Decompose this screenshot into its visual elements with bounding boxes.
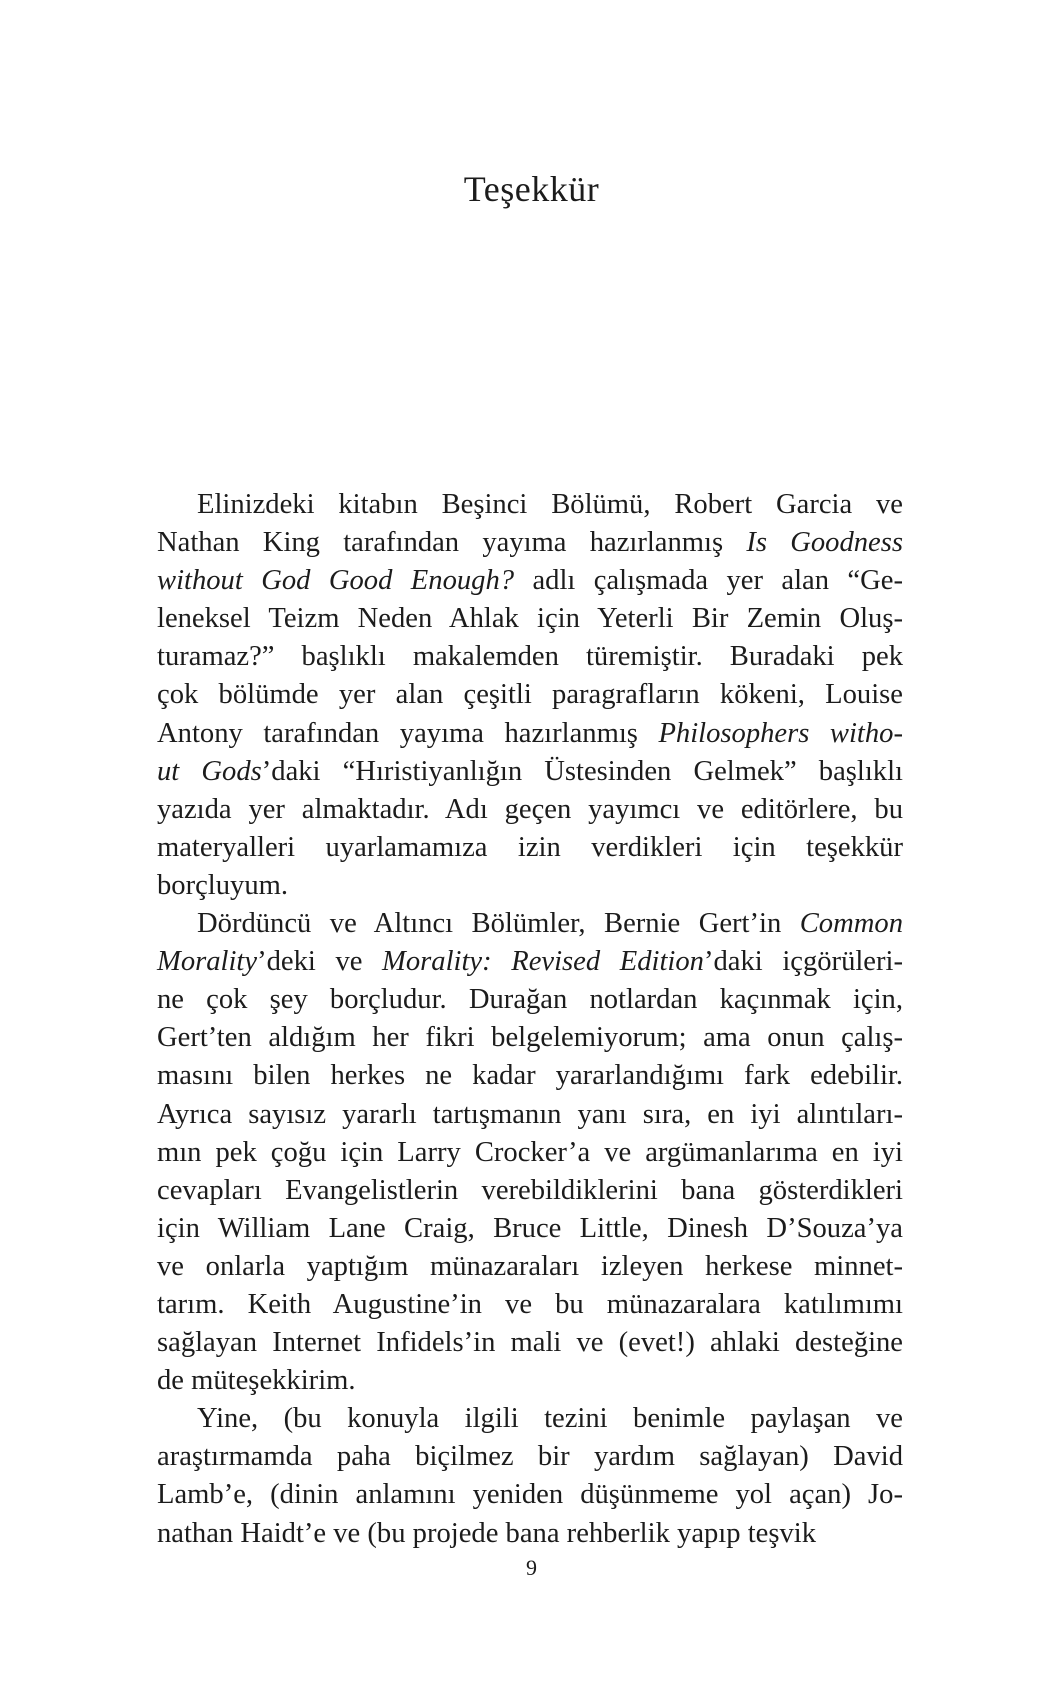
text-segment: ne çok şey borçludur. Durağan notlardan kaçınmak için, bbox=[157, 984, 903, 1016]
text-segment: tarım. Keith Augustine’in ve bu münazaralara katılımımı bbox=[157, 1288, 903, 1320]
text-segment: Dördüncü ve Altıncı Bölümler, Bernie Gert’in bbox=[197, 908, 800, 940]
text-line bbox=[157, 486, 903, 524]
text-segment: Ayrıca sayısız yararlı tartışmanın yanı sıra, en iyi alıntıları- bbox=[157, 1098, 903, 1130]
text-line bbox=[157, 1019, 903, 1057]
text-line bbox=[157, 1324, 903, 1362]
text-line bbox=[157, 638, 903, 676]
text-segment: Nathan King tarafından yayıma hazırlanmış bbox=[157, 527, 747, 559]
text-segment: sağlayan Internet Infidels’in mali ve (evet!) ahlaki desteğine bbox=[157, 1327, 903, 1359]
text-line bbox=[157, 1210, 903, 1248]
paragraph bbox=[157, 905, 903, 1400]
text-line bbox=[157, 791, 903, 829]
text-line bbox=[157, 753, 903, 791]
text-segment: turamaz?” başlıklı makalemden türemiştir. Buradaki pek bbox=[157, 641, 903, 673]
text-line bbox=[157, 829, 903, 867]
text-line bbox=[157, 524, 903, 562]
text-line bbox=[157, 676, 903, 714]
text-line bbox=[157, 1362, 903, 1400]
text-segment: mın pek çoğu için Larry Crocker’a ve argümanlarıma en iyi bbox=[157, 1136, 903, 1168]
text-segment: Yine, (bu konuyla ilgili tezini benimle paylaşan ve bbox=[197, 1403, 903, 1435]
text-line bbox=[157, 1096, 903, 1134]
text-line bbox=[157, 600, 903, 638]
text-line bbox=[157, 562, 903, 600]
chapter-title: Teşekkür bbox=[463, 169, 600, 209]
text-segment: Elinizdeki kitabın Beşinci Bölümü, Robert Garcia ve bbox=[197, 489, 903, 520]
text-segment: ’daki “Hıristiyanlığın Üstesinden Gelmek” başlıklı bbox=[261, 755, 903, 787]
text-segment: cevapları Evangelistlerin verebildiklerini bana gösterdikleri bbox=[157, 1174, 903, 1206]
text-line bbox=[157, 905, 903, 943]
italic-title-text: ut Gods bbox=[157, 755, 262, 787]
text-line bbox=[157, 1476, 903, 1514]
italic-title-text: Philosophers witho- bbox=[658, 717, 903, 749]
body-text bbox=[157, 486, 903, 1553]
text-segment: araştırmamda paha biçilmez bir yardım sağlayan) David bbox=[157, 1441, 903, 1473]
text-segment: çok bölümde yer alan çeşitli paragrafların kökeni, Louise bbox=[157, 679, 903, 711]
text-line bbox=[157, 1248, 903, 1286]
text-line bbox=[157, 1057, 903, 1095]
italic-title-text: without God Good Enough? bbox=[157, 565, 515, 597]
text-segment: Antony tarafından yayıma hazırlanmış bbox=[157, 717, 659, 749]
text-segment: ’daki içgörüleri- bbox=[703, 946, 903, 978]
text-segment: yazıda yer almaktadır. Adı geçen yayımcı ve editörlere, bu bbox=[157, 793, 903, 825]
text-segment: de müteşekkirim. bbox=[157, 1365, 356, 1397]
text-line bbox=[157, 1286, 903, 1324]
text-line bbox=[157, 715, 903, 753]
text-line bbox=[157, 943, 903, 981]
italic-title-text: Is Goodness bbox=[746, 527, 903, 559]
italic-title-text: Morality: Revised Edition bbox=[382, 946, 704, 978]
text-line bbox=[157, 1172, 903, 1210]
text-segment: adlı çalışmada yer alan “Ge- bbox=[514, 565, 903, 597]
page-number: 9 bbox=[526, 1555, 537, 1580]
italic-title-text: Morality bbox=[157, 946, 258, 978]
text-segment: materyalleri uyarlamamıza izin verdikleri için teşekkür bbox=[157, 831, 903, 863]
text-segment: nathan Haidt’e ve (bu projede bana rehberlik yapıp teşvik bbox=[157, 1517, 816, 1549]
text-line bbox=[157, 867, 903, 905]
italic-title-text: Common bbox=[799, 908, 903, 940]
text-segment: Lamb’e, (dinin anlamını yeniden düşünmeme yol açan) Jo- bbox=[157, 1479, 903, 1511]
paragraph bbox=[157, 486, 903, 905]
text-line bbox=[157, 1400, 903, 1438]
text-segment: Gert’ten aldığım her fikri belgelemiyorum; ama onun çalış- bbox=[157, 1022, 903, 1054]
text-segment: borçluyum. bbox=[157, 869, 289, 901]
paragraph bbox=[157, 1400, 903, 1552]
text-segment: leneksel Teizm Neden Ahlak için Yeterli Bir Zemin Oluş- bbox=[157, 603, 903, 635]
text-line bbox=[157, 1438, 903, 1476]
text-segment: ve onlarla yaptığım münazaraları izleyen herkese minnet- bbox=[157, 1250, 903, 1282]
text-segment: ’deki ve bbox=[257, 946, 383, 978]
text-line bbox=[157, 1134, 903, 1172]
text-line bbox=[157, 981, 903, 1019]
text-line bbox=[157, 1515, 903, 1553]
text-segment: için William Lane Craig, Bruce Little, Dinesh D’Souza’ya bbox=[157, 1212, 903, 1244]
text-segment: masını bilen herkes ne kadar yararlandığımı fark edebilir. bbox=[157, 1060, 903, 1092]
